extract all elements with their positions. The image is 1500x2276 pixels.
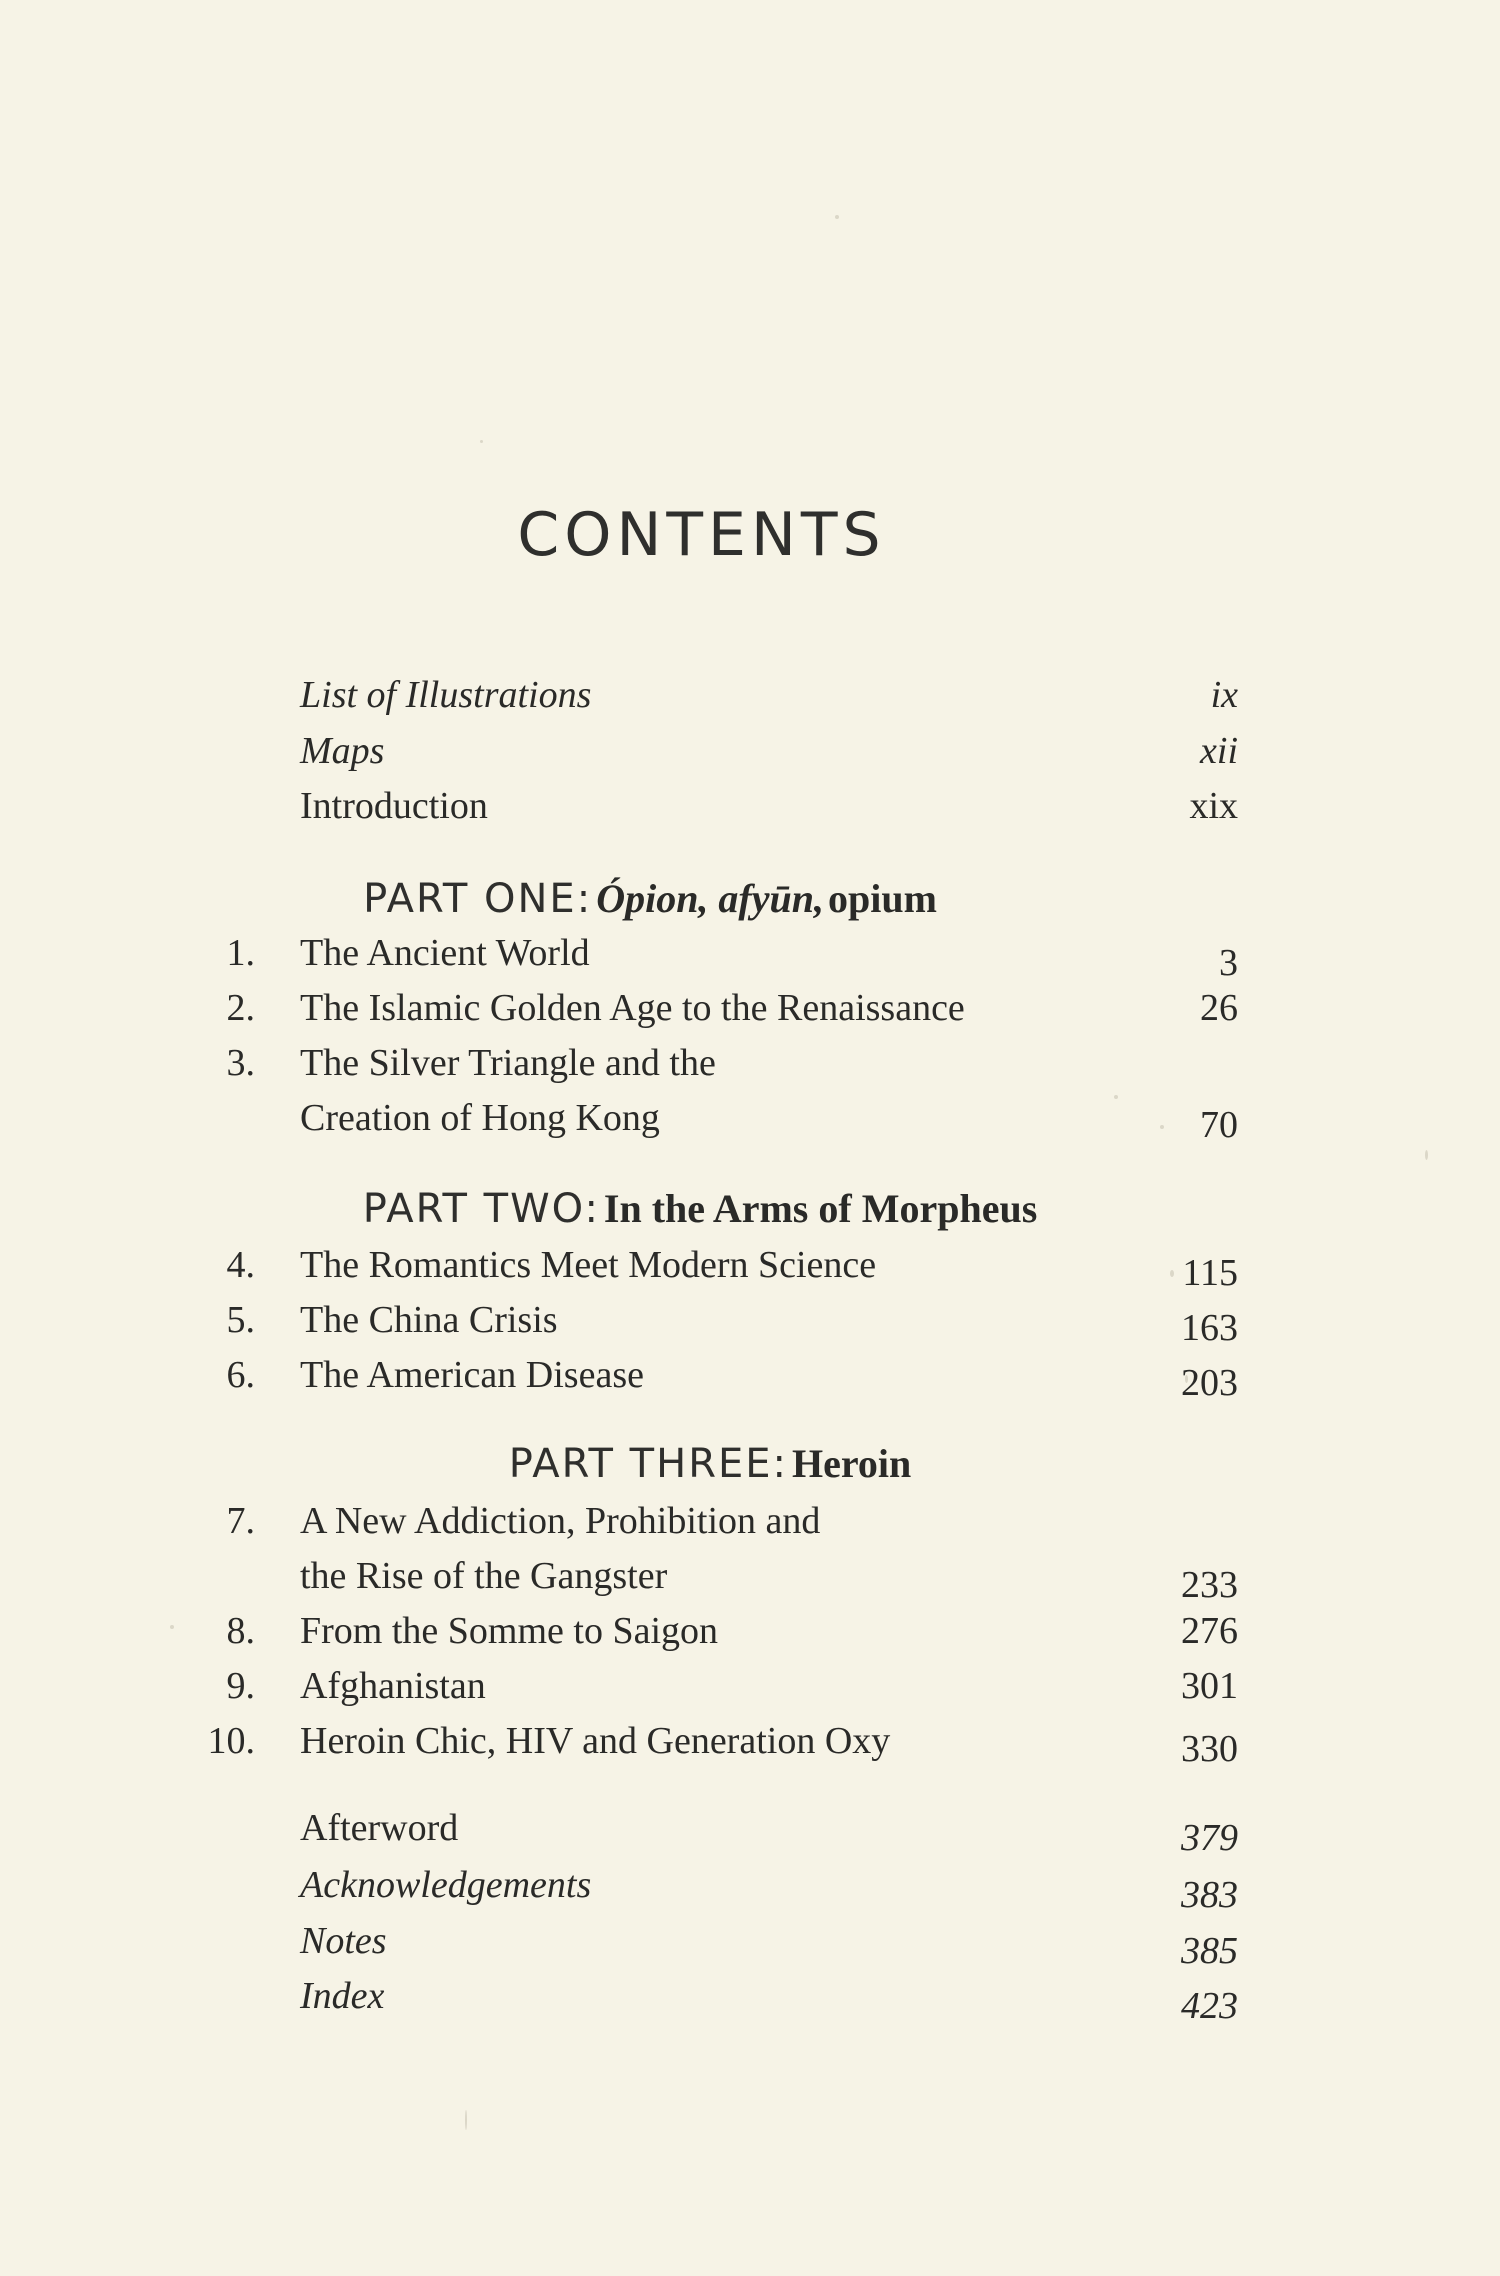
entry-label: Afterword	[300, 1807, 459, 1849]
paper-speck	[465, 2110, 467, 2130]
chapter-page-number: 233	[1181, 1564, 1238, 1606]
chapter-title: The Islamic Golden Age to the Renaissance	[300, 987, 965, 1029]
chapter-number: 8.	[226, 1610, 255, 1652]
chapter-number: 9.	[226, 1665, 255, 1707]
part-one-heading	[0, 875, 1400, 922]
chapter-page-number: 26	[1200, 987, 1238, 1029]
entry-page-number: 423	[1181, 1985, 1238, 2027]
chapter-title: The American Disease	[300, 1354, 644, 1396]
chapter-page-number: 203	[1181, 1362, 1238, 1404]
page-title: CONTENTS	[517, 500, 886, 570]
part-two-heading	[0, 1185, 1450, 1232]
entry-page-number: xii	[1200, 730, 1238, 772]
entry-label: Maps	[300, 730, 385, 772]
chapter-number: 6.	[226, 1354, 255, 1396]
chapter-page-number: 330	[1181, 1728, 1238, 1770]
paper-speck	[1170, 1270, 1174, 1277]
chapter-title: Afghanistan	[300, 1665, 486, 1707]
chapter-number: 1.	[226, 932, 255, 974]
chapter-page-number: 301	[1181, 1665, 1238, 1707]
entry-page-number: ix	[1210, 674, 1238, 716]
chapter-title: The Ancient World	[300, 932, 590, 974]
entry-page-number: 385	[1181, 1930, 1238, 1972]
entry-label: Acknowledgements	[300, 1864, 592, 1906]
entry-page-number: xix	[1189, 785, 1238, 827]
chapter-page-number: 163	[1181, 1307, 1238, 1349]
paper-speck	[170, 1625, 174, 1629]
chapter-number: 2.	[226, 987, 255, 1029]
part-subtitle: Heroin	[792, 1441, 912, 1486]
toc-chapter-entry[interactable]	[0, 1040, 1500, 1150]
part-label: PART ONE:	[363, 876, 593, 922]
chapter-number: 10.	[207, 1720, 255, 1762]
entry-page-number: 383	[1181, 1874, 1238, 1916]
paper-speck	[1425, 1150, 1428, 1160]
chapter-title: The Romantics Meet Modern Science	[300, 1244, 877, 1286]
part-label: PART THREE:	[508, 1441, 789, 1487]
paper-speck	[835, 215, 839, 219]
paper-speck	[480, 440, 483, 443]
chapter-title-line: the Rise of the Gangster	[300, 1555, 668, 1597]
chapter-title-line: A New Addiction, Prohibition and	[300, 1500, 821, 1542]
chapter-number: 4.	[226, 1244, 255, 1286]
part-subtitle: In the Arms of Morpheus	[603, 1186, 1038, 1231]
entry-label: Notes	[300, 1920, 387, 1962]
chapter-page-number: 3	[1219, 942, 1238, 984]
entry-label: List of Illustrations	[300, 674, 592, 716]
chapter-number: 3.	[226, 1042, 255, 1084]
part-subtitle-italic: Ópion, afyūn,	[596, 876, 824, 921]
chapter-number: 5.	[226, 1299, 255, 1341]
chapter-title: Heroin Chic, HIV and Generation Oxy	[300, 1720, 891, 1762]
chapter-title-line: Creation of Hong Kong	[300, 1097, 660, 1139]
chapter-title: From the Somme to Saigon	[300, 1610, 718, 1652]
chapter-title-line: The Silver Triangle and the	[300, 1042, 716, 1084]
part-label: PART TWO:	[362, 1186, 600, 1232]
chapter-title: The China Crisis	[300, 1299, 558, 1341]
chapter-page-number: 276	[1181, 1610, 1238, 1652]
part-subtitle: opium	[828, 876, 937, 921]
chapter-number: 7.	[226, 1500, 255, 1542]
chapter-page-number: 70	[1200, 1104, 1238, 1146]
entry-label: Introduction	[300, 785, 488, 827]
entry-label: Index	[300, 1975, 385, 2017]
chapter-page-number: 115	[1182, 1252, 1238, 1294]
entry-page-number: 379	[1181, 1817, 1238, 1859]
part-three-heading	[0, 1440, 1460, 1487]
toc-chapter-entry[interactable]	[0, 1498, 1500, 1608]
